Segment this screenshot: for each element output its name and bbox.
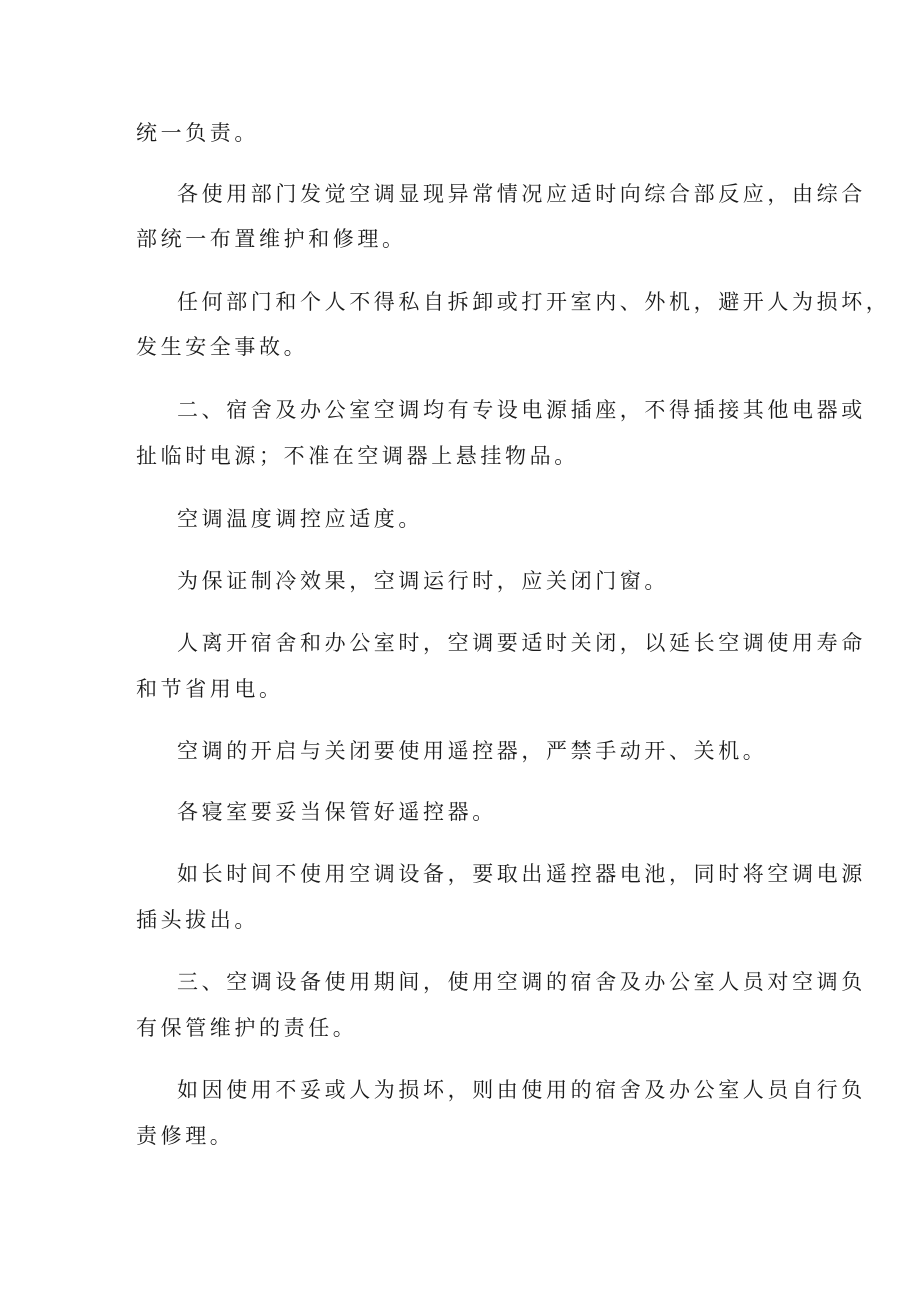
text-line: 和节省用电。 (136, 677, 284, 701)
text-line: 如长时间不使用空调设备，要取出遥控器电池，同时将空调电源 (177, 862, 866, 886)
text-line: 为保证制冷效果，空调运行时，应关闭门窗。 (177, 569, 669, 593)
text-line: 统一负责。 (136, 121, 259, 145)
text-line: 空调温度调控应适度。 (177, 507, 423, 531)
text-line: 部统一布置维护和修理。 (136, 227, 407, 251)
text-line: 有保管维护的责任。 (136, 1016, 358, 1040)
text-line: 各寝室要妥当保管好遥控器。 (177, 800, 497, 824)
text-line: 责修理。 (136, 1124, 235, 1148)
text-line: 各使用部门发觉空调显现异常情况应适时向综合部反应，由综合 (177, 182, 866, 206)
text-line: 任何部门和个人不得私自拆卸或打开室内、外机，避开人为损坏， (177, 290, 891, 314)
text-line: 人离开宿舍和办公室时，空调要适时关闭，以延长空调使用寿命 (177, 631, 866, 655)
text-line: 空调的开启与关闭要使用遥控器，严禁手动开、关机。 (177, 739, 768, 763)
text-line: 如因使用不妥或人为损坏，则由使用的宿舍及办公室人员自行负 (177, 1078, 866, 1102)
text-line: 二、宿舍及办公室空调均有专设电源插座，不得插接其他电器或 (177, 398, 866, 422)
text-line: 发生安全事故。 (136, 335, 309, 359)
text-line: 三、空调设备使用期间，使用空调的宿舍及办公室人员对空调负 (177, 970, 866, 994)
text-line: 扯临时电源；不准在空调器上悬挂物品。 (136, 444, 579, 468)
text-line: 插头拔出。 (136, 908, 259, 932)
